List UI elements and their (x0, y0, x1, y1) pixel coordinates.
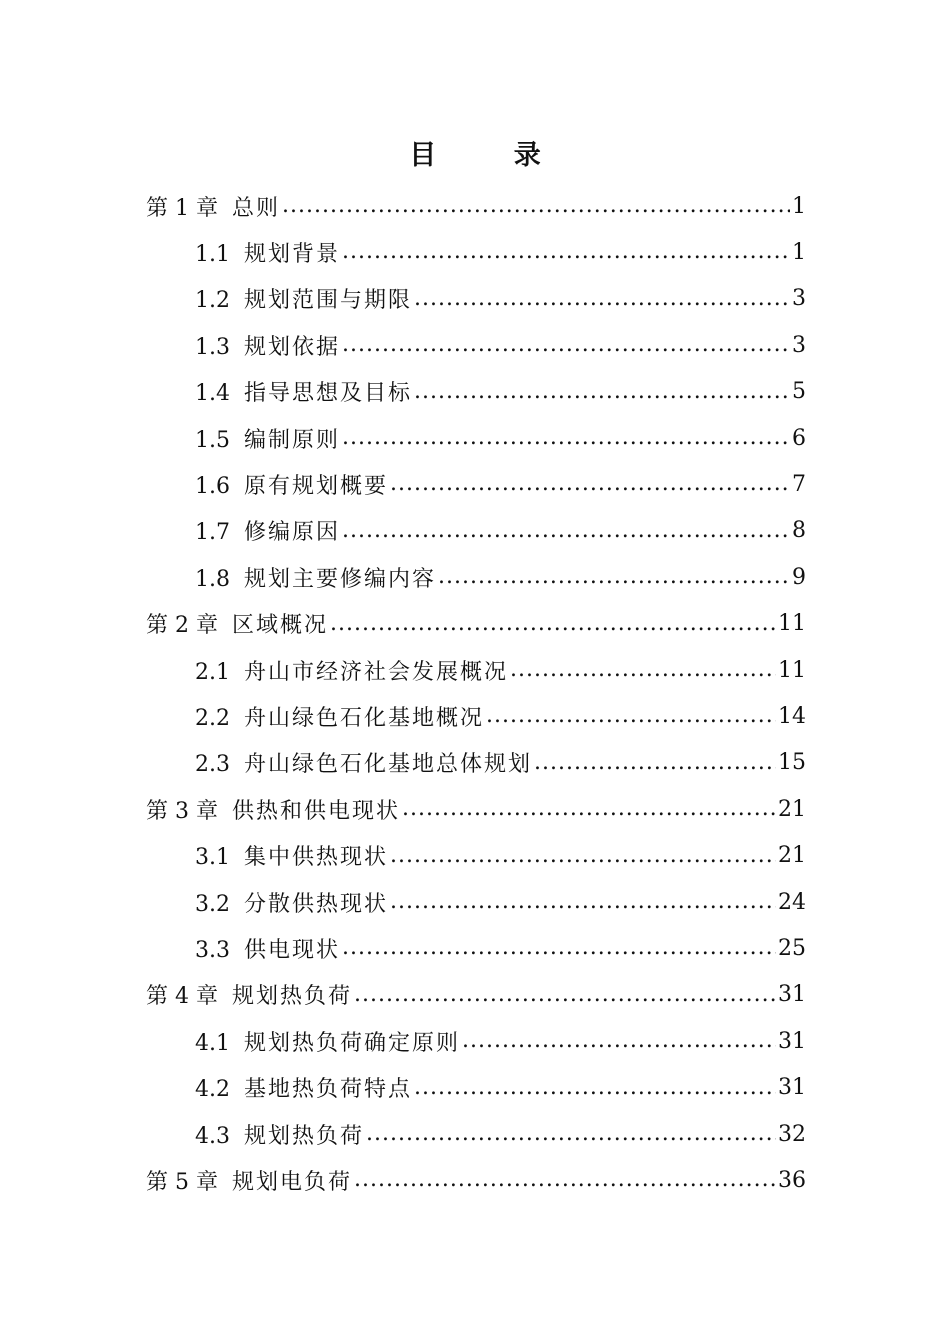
toc-entry-title: 区域概况 (231, 613, 328, 639)
toc-entry-number: 4.3 (195, 1123, 230, 1149)
toc-entry-title: 舟山绿色石化基地概况 (244, 705, 485, 731)
dot-leader (282, 192, 790, 220)
toc-entry-number: 4.1 (195, 1030, 230, 1056)
dot-leader (342, 331, 790, 359)
toc-page-number: 11 (778, 611, 806, 637)
dot-leader (354, 1166, 776, 1194)
toc-entry-number: 2.3 (195, 752, 230, 778)
toc-entry-number: 3.1 (195, 845, 230, 871)
toc-section-entry[interactable] (195, 650, 806, 690)
toc-entry-number: 4.2 (195, 1077, 230, 1103)
toc-entry-number: 第 3 章 (146, 798, 218, 824)
toc-chapter-entry[interactable] (146, 975, 806, 1015)
toc-entry-number: 3.2 (195, 891, 230, 917)
toc-section-entry[interactable] (195, 464, 806, 504)
toc-page-number: 36 (778, 1167, 806, 1193)
dot-leader (342, 934, 776, 962)
toc-page-number: 3 (792, 332, 806, 358)
toc-entry-label (195, 1119, 364, 1150)
toc-entry-title: 规划范围与期限 (244, 288, 413, 314)
toc-entry-title: 舟山市经济社会发展概况 (244, 659, 509, 685)
toc-section-entry[interactable] (195, 836, 806, 876)
toc-page-number: 9 (792, 564, 806, 590)
toc-page-number: 31 (778, 982, 806, 1008)
toc-entry-number: 1.5 (195, 427, 230, 453)
dot-leader (342, 238, 790, 266)
toc-entry-label (195, 701, 484, 732)
toc-section-entry[interactable] (195, 928, 806, 968)
toc-chapter-entry[interactable] (146, 604, 806, 644)
toc-page-number: 31 (778, 1028, 806, 1054)
toc-entry-number: 1.7 (195, 520, 230, 546)
toc-section-entry[interactable] (195, 418, 806, 458)
dot-leader (402, 795, 776, 823)
toc-entry-number: 1.6 (195, 473, 230, 499)
dot-leader (390, 470, 790, 498)
toc-entry-title: 基地热负荷特点 (244, 1077, 413, 1103)
toc-entry-label (195, 562, 436, 593)
toc-section-entry[interactable] (195, 1068, 806, 1108)
dot-leader (342, 517, 790, 545)
toc-entry-number: 1.3 (195, 334, 230, 360)
toc-page-number: 1 (792, 193, 806, 219)
toc-page-number: 8 (792, 518, 806, 544)
toc-page-number: 14 (778, 703, 806, 729)
dot-leader (486, 702, 776, 730)
toc-entry-number: 1.8 (195, 566, 230, 592)
toc-entry-number: 第 4 章 (146, 984, 218, 1010)
toc-entry-title: 规划依据 (244, 334, 341, 360)
toc-entry-label (146, 191, 280, 222)
toc-entry-title: 总则 (231, 195, 280, 221)
toc-entry-label (195, 747, 532, 778)
toc-section-entry[interactable] (195, 743, 806, 783)
toc-entry-label (146, 794, 400, 825)
toc-page-number: 15 (778, 750, 806, 776)
dot-leader (510, 656, 776, 684)
toc-entry-title: 指导思想及目标 (244, 381, 413, 407)
toc-entry-number: 1.4 (195, 381, 230, 407)
toc-entry-label (195, 330, 340, 361)
toc-entry-title: 规划热负荷 (231, 984, 352, 1010)
toc-entry-label (195, 887, 388, 918)
toc-entry-label (195, 933, 340, 964)
toc-entry-title: 舟山绿色石化基地总体规划 (244, 752, 533, 778)
toc-entry-label (195, 1026, 460, 1057)
toc-entry-label (146, 608, 328, 639)
toc-page-number: 7 (792, 471, 806, 497)
dot-leader (438, 563, 790, 591)
toc-section-entry[interactable] (195, 372, 806, 412)
toc-page-number: 32 (778, 1121, 806, 1147)
dot-leader (342, 424, 790, 452)
dot-leader (354, 981, 776, 1009)
toc-page-number: 11 (778, 657, 806, 683)
toc-entry-title: 供电现状 (244, 937, 341, 963)
toc-chapter-entry[interactable] (146, 1160, 806, 1200)
dot-leader (414, 378, 790, 406)
toc-entry-number: 1.1 (195, 241, 230, 267)
toc-entry-title: 原有规划概要 (244, 473, 389, 499)
toc-entry-label (195, 283, 412, 314)
toc-entry-number: 第 1 章 (146, 195, 218, 221)
dot-leader (366, 1120, 776, 1148)
toc-page-number: 6 (792, 425, 806, 451)
toc-section-entry[interactable] (195, 1114, 806, 1154)
toc-entry-number: 3.3 (195, 937, 230, 963)
dot-leader (330, 610, 776, 638)
toc-entry-number: 第 5 章 (146, 1169, 218, 1195)
toc-entry-label (146, 979, 352, 1010)
dot-leader (414, 1074, 776, 1102)
dot-leader (390, 842, 776, 870)
toc-entry-title: 编制原则 (244, 427, 341, 453)
toc-chapter-entry[interactable] (146, 789, 806, 829)
toc-section-entry[interactable] (195, 557, 806, 597)
toc-entry-number: 2.2 (195, 705, 230, 731)
toc-section-entry[interactable] (195, 1021, 806, 1061)
dot-leader (534, 749, 776, 777)
dot-leader (462, 1027, 776, 1055)
toc-entry-title: 供热和供电现状 (231, 798, 400, 824)
toc-section-entry[interactable] (195, 232, 806, 272)
toc-page-number: 31 (778, 1075, 806, 1101)
toc-section-entry[interactable] (195, 325, 806, 365)
toc-page-number: 3 (792, 286, 806, 312)
toc-entry-title: 规划热负荷 (244, 1123, 365, 1149)
toc-entry-label (195, 515, 340, 546)
toc-entry-label (195, 376, 412, 407)
toc-section-entry[interactable] (195, 882, 806, 922)
toc-page-number: 21 (778, 843, 806, 869)
toc-entry-number: 第 2 章 (146, 613, 218, 639)
toc-entry-label (195, 469, 388, 500)
toc-page-number: 5 (792, 379, 806, 405)
toc-page-number: 25 (778, 935, 806, 961)
dot-leader (390, 888, 776, 916)
toc-chapter-entry[interactable] (146, 186, 806, 226)
toc-entry-title: 集中供热现状 (244, 845, 389, 871)
toc-entry-number: 2.1 (195, 659, 230, 685)
toc-entry-title: 规划主要修编内容 (244, 566, 437, 592)
toc-entry-title: 修编原因 (244, 520, 341, 546)
toc-entry-label (195, 840, 388, 871)
toc-page-number: 21 (778, 796, 806, 822)
toc-section-entry[interactable] (195, 511, 806, 551)
dot-leader (414, 285, 790, 313)
toc-entry-label (195, 1072, 412, 1103)
toc-page-number: 24 (778, 889, 806, 915)
toc-entry-title: 规划背景 (244, 241, 341, 267)
toc-entry-title: 分散供热现状 (244, 891, 389, 917)
toc-entry-title: 规划热负荷确定原则 (244, 1030, 461, 1056)
toc-entry-label (195, 237, 340, 268)
toc-entry-label (195, 655, 508, 686)
toc-entry-label (146, 1165, 352, 1196)
toc-title: 目 录 (409, 140, 575, 171)
toc-entry-title: 规划电负荷 (231, 1169, 352, 1195)
toc-section-entry[interactable] (195, 696, 806, 736)
toc-entry-number: 1.2 (195, 288, 230, 314)
toc-section-entry[interactable] (195, 279, 806, 319)
toc-entry-label (195, 423, 340, 454)
toc-page-number: 1 (792, 239, 806, 265)
